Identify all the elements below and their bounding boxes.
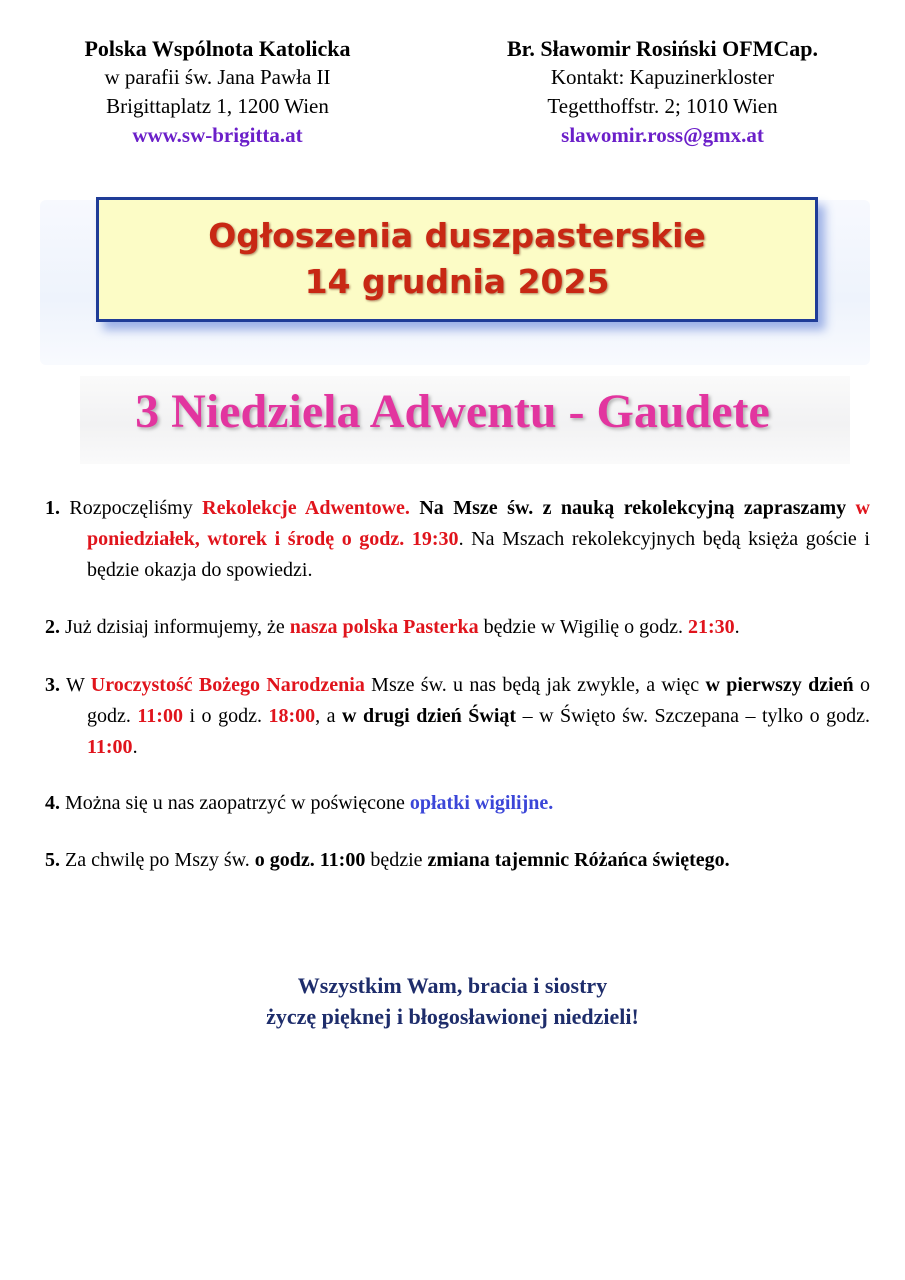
item-bold: o godz. 11:00 bbox=[254, 849, 366, 871]
document-date: 14 grudnia 2025 bbox=[304, 262, 610, 301]
item-number: 5. bbox=[45, 849, 60, 871]
parish-address: Brigittaplatz 1, 1200 Wien bbox=[106, 94, 329, 118]
item-text: . Na Mszach rekolekcyjnych będą księża goście i będzie okazja do spowiedzi. bbox=[87, 528, 870, 581]
item-highlight: w poniedziałek, wtorek i środę o godz. 19:30 bbox=[87, 497, 870, 550]
contact-address: Tegetthoffstr. 2; 1010 Wien bbox=[547, 94, 778, 118]
item-text: – w Święto św. Szczepana – tylko o godz. bbox=[516, 705, 870, 727]
announcement-3 bbox=[45, 670, 870, 763]
item-number: 4. bbox=[45, 792, 60, 814]
item-highlight: Uroczystość Bożego Narodzenia bbox=[90, 674, 365, 696]
parish-line: w parafii św. Jana Pawła II bbox=[104, 65, 331, 89]
item-bold: zmiana tajemnic Różańca świętego. bbox=[427, 849, 730, 871]
item-number: 1. bbox=[45, 497, 60, 519]
item-text: i o godz. bbox=[182, 705, 269, 727]
contact-header bbox=[455, 34, 870, 150]
item-highlight: 21:30 bbox=[687, 616, 735, 638]
closing-greeting bbox=[0, 970, 905, 1032]
sunday-subtitle: 3 Niedziela Adwentu - Gaudete bbox=[135, 385, 770, 438]
item-text: , a bbox=[315, 705, 343, 727]
item-number: 3. bbox=[45, 674, 60, 696]
announcement-4 bbox=[45, 788, 870, 819]
item-text: będzie w Wigilię o godz. bbox=[478, 616, 688, 638]
item-number: 2. bbox=[45, 616, 60, 638]
announcement-5 bbox=[45, 845, 870, 876]
item-bold: Na Msze św. z nauką rekolekcyjną zapraszamy bbox=[419, 497, 847, 519]
item-highlight: 11:00 bbox=[87, 736, 133, 758]
title-box bbox=[96, 197, 818, 322]
announcement-1 bbox=[45, 493, 870, 586]
item-text: . bbox=[132, 736, 138, 758]
announcement-2 bbox=[45, 612, 870, 643]
item-text: Można się u nas zaopatrzyć w poświęcone bbox=[60, 792, 410, 814]
item-text: o godz. bbox=[87, 674, 871, 727]
item-bold: w drugi dzień Świąt bbox=[342, 705, 517, 727]
community-name: Polska Wspólnota Katolicka bbox=[84, 36, 351, 61]
contact-line: Kontakt: Kapuzinerkloster bbox=[550, 65, 775, 89]
document-title: Ogłoszenia duszpasterskie bbox=[208, 216, 706, 255]
item-text: Msze św. u nas będą jak zwykle, a więc bbox=[364, 674, 706, 696]
item-highlight: Rekolekcje Adwentowe. bbox=[202, 497, 410, 519]
item-text: Za chwilę po Mszy św. bbox=[60, 849, 255, 871]
closing-line-1: Wszystkim Wam, bracia i siostry bbox=[297, 973, 608, 998]
item-text bbox=[846, 497, 855, 519]
item-text: Rozpoczęliśmy bbox=[60, 497, 203, 519]
contact-email-link[interactable]: slawomir.ross@gmx.at bbox=[561, 123, 764, 147]
item-highlight: 18:00 bbox=[268, 705, 316, 727]
item-bold: w pierwszy dzień bbox=[705, 674, 854, 696]
parish-header bbox=[45, 34, 390, 150]
item-highlight: 11:00 bbox=[137, 705, 183, 727]
item-highlight: nasza polska Pasterka bbox=[289, 616, 479, 638]
item-text: Już dzisiaj informujemy, że bbox=[60, 616, 290, 638]
item-text: będzie bbox=[365, 849, 428, 871]
parish-website-link[interactable]: www.sw-brigitta.at bbox=[132, 123, 303, 147]
item-text bbox=[410, 497, 419, 519]
priest-name: Br. Sławomir Rosiński OFMCap. bbox=[506, 36, 819, 61]
closing-line-2: życzę pięknej i błogosławionej niedzieli! bbox=[266, 1004, 639, 1029]
item-highlight: opłatki wigilijne. bbox=[409, 792, 554, 814]
item-text: . bbox=[734, 616, 740, 638]
item-text: W bbox=[60, 674, 91, 696]
